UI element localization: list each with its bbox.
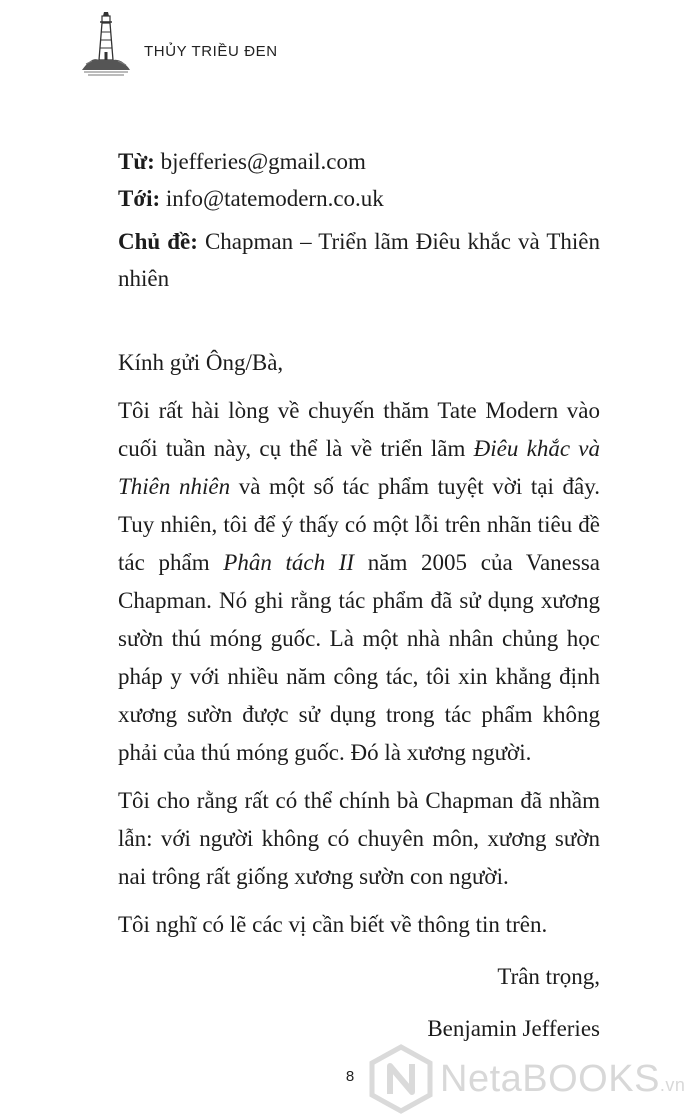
- to-value: info@tatemodern.co.uk: [165, 186, 384, 211]
- p1-text-a: Tôi rất hài lòng về chuyến thăm Tate Modern vào cuối tuần này, cụ thể là về triển lãm: [118, 398, 600, 461]
- p1-artwork-title: Phân tách II: [223, 550, 355, 575]
- letter-content: [118, 143, 600, 1048]
- p1-exhibition-title: Điêu khắc và Thiên nhiên: [118, 436, 600, 499]
- email-subject: [118, 223, 600, 297]
- to-label: Tới:: [118, 186, 161, 211]
- from-value: bjefferies@gmail.com: [160, 149, 366, 174]
- running-title: THỦY TRIỀU ĐEN: [144, 43, 278, 60]
- paragraph-2: Tôi cho rằng rất có thể chính bà Chapman đã nhầm lẫn: với người không có chuyên môn, xương sườn nai trông rất giống xương sườn con người.: [118, 788, 600, 889]
- greeting: Kính gửi Ông/Bà,: [118, 350, 284, 375]
- p1-text-e: năm 2005 của Vanessa Chapman. Nó ghi rằng tác phẩm đã sử dụng xương sườn thú móng guốc. Là một nhà nhân chủng học pháp y với nhiều năm công tác, tôi xin khẳng định xương sườn được sử dụng trong tác phẩm không phải của thú móng guốc. Đó là xương người.: [118, 550, 600, 765]
- watermark-text: [440, 1058, 685, 1101]
- email-to: [118, 180, 600, 217]
- p1-text-c: và một số tác phẩm tuyệt vời tại đây. Tuy nhiên, tôi để ý thấy có một lỗi trên nhãn tiêu đề tác phẩm: [118, 474, 600, 575]
- paragraph-1: [118, 392, 600, 772]
- netabooks-logo-icon: [368, 1044, 434, 1114]
- lighthouse-icon: [80, 8, 132, 78]
- watermark: [362, 1040, 700, 1119]
- email-from: [118, 143, 600, 180]
- subject-label: Chủ đề:: [118, 229, 198, 254]
- from-label: Từ:: [118, 149, 155, 174]
- watermark-tld: .vn: [659, 1075, 686, 1095]
- page-number: 8: [345, 1068, 355, 1085]
- watermark-brand: NetaBOOKS: [440, 1058, 660, 1100]
- subject-value: Chapman – Triển lãm Điêu khắc và Thiên nhiên: [118, 229, 600, 291]
- paragraph-3: Tôi nghĩ có lẽ các vị cần biết về thông tin trên.: [118, 912, 548, 937]
- signature: Benjamin Jefferies: [427, 1016, 600, 1041]
- signoff: Trân trọng,: [497, 964, 600, 989]
